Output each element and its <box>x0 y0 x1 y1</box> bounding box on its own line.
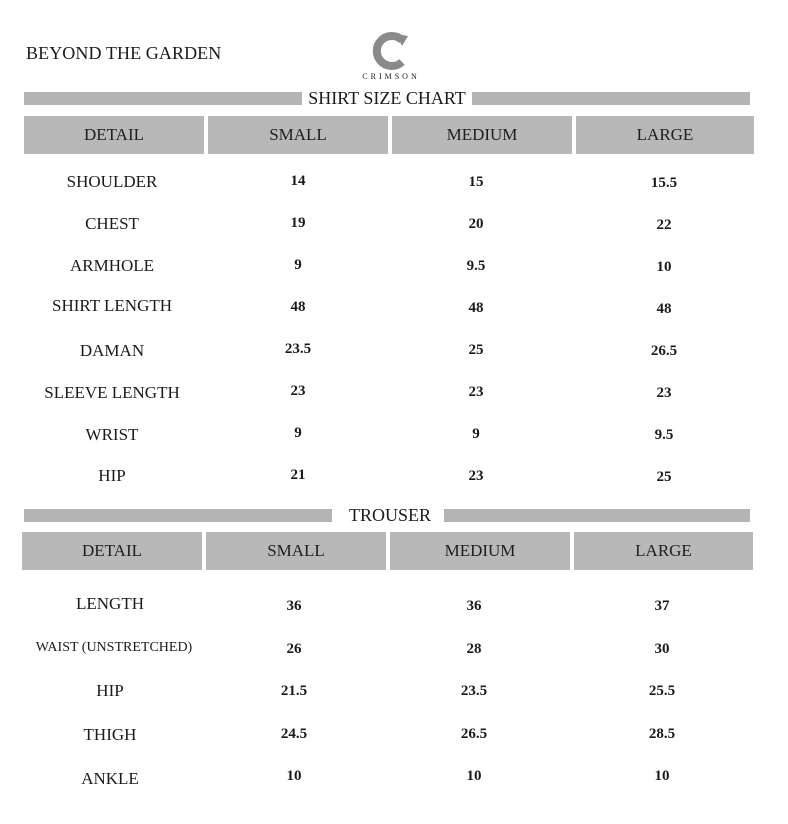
cell-small: 24.5 <box>280 726 308 742</box>
cell-medium: 26.5 <box>460 726 488 742</box>
cell-medium: 9 <box>472 426 480 442</box>
cell-large: 25.5 <box>648 683 676 699</box>
trouser-header-detail: DETAIL <box>22 532 202 570</box>
row-label: HIP <box>98 466 126 485</box>
trouser-title-bar-left <box>24 509 332 522</box>
row-label: WRIST <box>85 425 139 444</box>
cell-large: 30 <box>654 641 670 657</box>
cell-large: 37 <box>654 598 670 614</box>
shirt-header-medium: MEDIUM <box>392 116 572 154</box>
shirt-title-bar-right <box>472 92 750 105</box>
cell-large: 9.5 <box>654 427 674 443</box>
cell-small: 21.5 <box>280 683 308 699</box>
brand-logo <box>355 32 427 82</box>
cell-large: 22 <box>656 217 672 233</box>
cell-large: 10 <box>654 768 670 784</box>
cell-small: 19 <box>290 215 306 231</box>
row-label: THIGH <box>83 725 137 744</box>
cell-medium: 20 <box>468 216 484 232</box>
trouser-header-medium: MEDIUM <box>390 532 570 570</box>
row-label: DAMAN <box>79 341 145 360</box>
cell-medium: 15 <box>468 174 484 190</box>
cell-small: 21 <box>290 467 306 483</box>
cell-medium: 23 <box>468 468 484 484</box>
cell-small: 9 <box>294 257 302 273</box>
cell-small: 26 <box>286 641 302 657</box>
cell-small: 36 <box>286 598 302 614</box>
cell-medium: 28 <box>466 641 482 657</box>
cell-medium: 36 <box>466 598 482 614</box>
collection-title: BEYOND THE GARDEN <box>26 43 222 63</box>
row-label: ARMHOLE <box>69 256 155 275</box>
shirt-header-detail: DETAIL <box>24 116 204 154</box>
trouser-header-large: LARGE <box>574 532 753 570</box>
trouser-section-title: TROUSER <box>336 505 444 525</box>
cell-large: 26.5 <box>650 343 678 359</box>
cell-large: 23 <box>656 385 672 401</box>
row-label: WAIST (UNSTRETCHED) <box>35 640 193 655</box>
cell-large: 25 <box>656 469 672 485</box>
row-label: ANKLE <box>81 769 139 788</box>
trouser-title-bar-right <box>444 509 750 522</box>
cell-medium: 23.5 <box>460 683 488 699</box>
row-label: SLEEVE LENGTH <box>44 383 180 402</box>
shirt-header-small: SMALL <box>208 116 388 154</box>
row-label: LENGTH <box>76 594 144 613</box>
cell-small: 23.5 <box>284 341 312 357</box>
row-label: CHEST <box>85 214 139 233</box>
row-label: SHIRT LENGTH <box>51 296 173 315</box>
cell-large: 28.5 <box>648 726 676 742</box>
cell-small: 10 <box>286 768 302 784</box>
cell-medium: 25 <box>468 342 484 358</box>
row-label: HIP <box>96 681 124 700</box>
cell-small: 48 <box>290 299 306 315</box>
trouser-header-small: SMALL <box>206 532 386 570</box>
cell-small: 9 <box>294 425 302 441</box>
cell-medium: 48 <box>468 300 484 316</box>
shirt-section-title: SHIRT SIZE CHART <box>302 88 472 108</box>
cell-large: 10 <box>656 259 672 275</box>
crimson-logo-icon <box>372 32 410 70</box>
cell-medium: 23 <box>468 384 484 400</box>
cell-small: 14 <box>290 173 306 189</box>
cell-medium: 9.5 <box>466 258 486 274</box>
shirt-title-bar-left <box>24 92 304 105</box>
cell-large: 48 <box>656 301 672 317</box>
logo-text: CRIMSON <box>362 72 420 81</box>
shirt-header-large: LARGE <box>576 116 754 154</box>
cell-large: 15.5 <box>650 175 678 191</box>
row-label: SHOULDER <box>66 172 158 191</box>
cell-medium: 10 <box>466 768 482 784</box>
cell-small: 23 <box>290 383 306 399</box>
